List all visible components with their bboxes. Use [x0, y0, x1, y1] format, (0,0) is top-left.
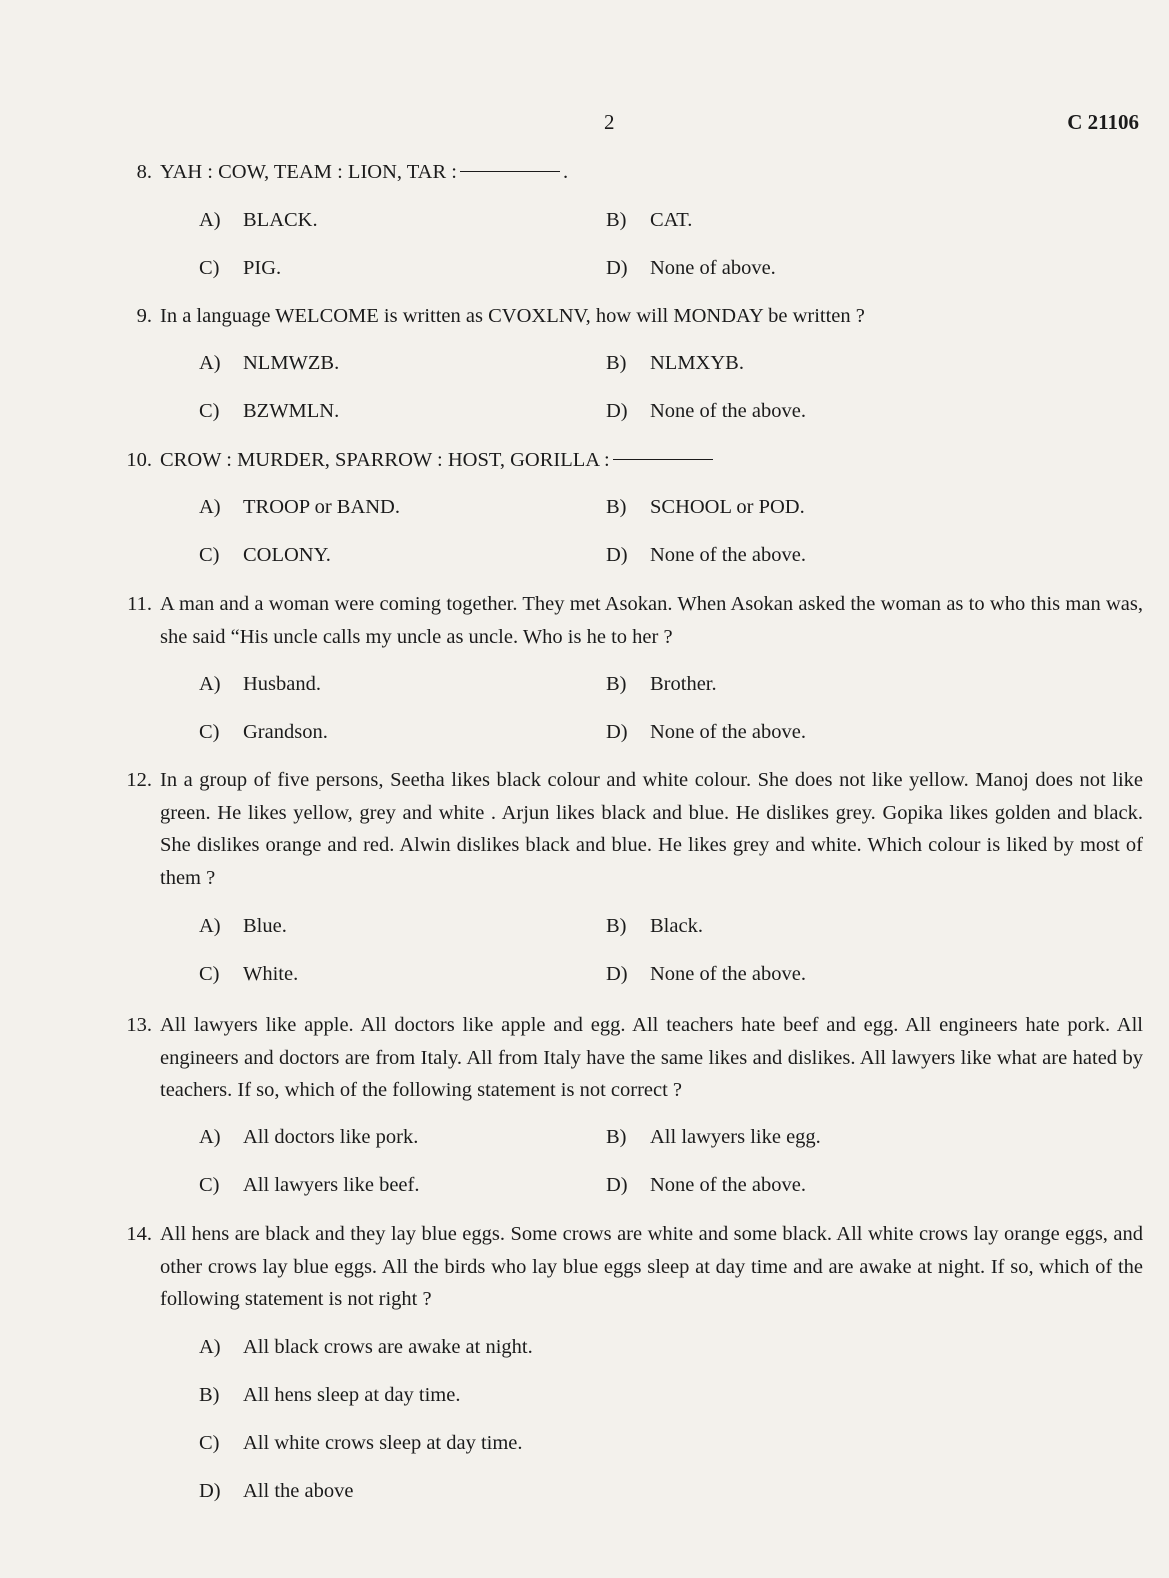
question-number: 9.	[136, 305, 152, 327]
question-10	[108, 444, 1143, 477]
option-c[interactable]: C) All white crows sleep at day time.	[199, 1432, 523, 1454]
option-d[interactable]: D) None of the above.	[606, 1174, 806, 1196]
question-number: 13.	[126, 1014, 152, 1036]
option-a[interactable]: A) All black crows are awake at night.	[199, 1336, 533, 1358]
option-d[interactable]: D) None of above.	[606, 257, 776, 279]
option-b[interactable]: B) NLMXYB.	[606, 352, 744, 374]
question-text-before: YAH : COW, TEAM : LION, TAR :	[160, 161, 457, 183]
question-number: 14.	[126, 1223, 152, 1245]
question-text: In a language WELCOME is written as CVOXLNV, how will MONDAY be written ?	[160, 305, 865, 327]
option-a[interactable]: A) NLMWZB.	[199, 352, 340, 374]
option-d[interactable]: D) All the above	[199, 1480, 354, 1502]
question-text: All hens are black and they lay blue eggs. Some crows are white and some black. All white crows lay orange eggs, and other crows lay blue eggs. All the birds who lay blue eggs sleep at day time and are awake at night. If so, which of the following statement is not right ?	[160, 1223, 1143, 1310]
answer-blank	[460, 171, 560, 172]
option-c[interactable]: C) BZWMLN.	[199, 400, 340, 422]
question-text: A man and a woman were coming together. They met Asokan. When Asokan asked the woman as to who this man was, she said “His uncle calls my uncle as uncle. Who is he to her ?	[160, 593, 1143, 648]
option-a[interactable]: A) Blue.	[199, 915, 287, 937]
option-b[interactable]: B) All lawyers like egg.	[606, 1126, 821, 1148]
option-c[interactable]: C) All lawyers like beef.	[199, 1174, 420, 1196]
question-number: 12.	[126, 769, 152, 791]
question-text: All lawyers like apple. All doctors like apple and egg. All teachers hate beef and egg. All engineers hate pork. All engineers and doctors are from Italy. All from Italy have the same likes and dislikes. All lawyers like what are hated by teachers. If so, which of the following statement is not correct ?	[160, 1014, 1143, 1101]
question-14	[108, 1218, 1143, 1316]
option-c[interactable]: C) PIG.	[199, 257, 282, 279]
question-text-before: CROW : MURDER, SPARROW : HOST, GORILLA :	[160, 449, 610, 471]
question-9	[108, 300, 1143, 333]
option-c[interactable]: C) COLONY.	[199, 544, 331, 566]
question-text-after: .	[562, 161, 569, 183]
option-b[interactable]: B) Black.	[606, 915, 703, 937]
question-13	[108, 1009, 1143, 1107]
answer-blank	[613, 459, 713, 460]
question-11	[108, 588, 1143, 653]
question-text	[160, 444, 1143, 477]
question-number: 8.	[136, 161, 152, 183]
exam-code: C 21106	[1067, 110, 1139, 134]
question-number: 10.	[126, 449, 152, 471]
option-b[interactable]: B) SCHOOL or POD.	[606, 496, 805, 518]
option-a[interactable]: A) Husband.	[199, 673, 322, 695]
option-d[interactable]: D) None of the above.	[606, 400, 806, 422]
option-b[interactable]: B) CAT.	[606, 209, 693, 231]
option-a[interactable]: A) TROOP or BAND.	[199, 496, 400, 518]
option-d[interactable]: D) None of the above.	[606, 721, 806, 743]
option-b[interactable]: B) Brother.	[606, 673, 717, 695]
question-text: In a group of five persons, Seetha likes black colour and white colour. She does not like yellow. Manoj does not like green. He likes yellow, grey and white . Arjun likes black and blue. He dislikes grey. Gopika likes golden and black. She dislikes orange and red. Alwin dislikes black and blue. He likes grey and white. Which colour is liked by most of them ?	[160, 769, 1143, 889]
question-text	[160, 156, 1143, 189]
page-number: 2	[604, 110, 615, 134]
option-d[interactable]: D) None of the above.	[606, 544, 806, 566]
option-d[interactable]: D) None of the above.	[606, 963, 806, 985]
option-b[interactable]: B) All hens sleep at day time.	[199, 1384, 461, 1406]
option-c[interactable]: C) White.	[199, 963, 299, 985]
option-a[interactable]: A) All doctors like pork.	[199, 1126, 419, 1148]
question-8	[108, 156, 1143, 189]
question-12	[108, 764, 1143, 894]
option-a[interactable]: A) BLACK.	[199, 209, 318, 231]
option-c[interactable]: C) Grandson.	[199, 721, 328, 743]
question-number: 11.	[127, 593, 152, 615]
